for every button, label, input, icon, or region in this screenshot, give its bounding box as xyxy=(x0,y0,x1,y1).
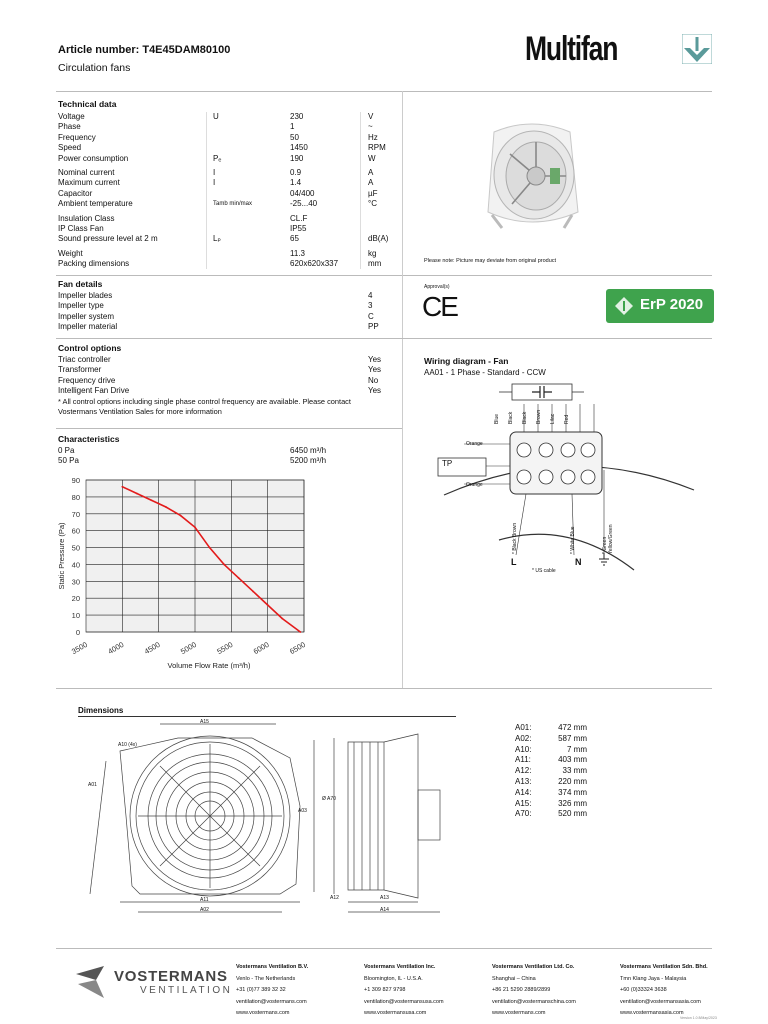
footer-office xyxy=(364,962,444,1020)
tech-unit: A xyxy=(368,168,374,177)
wire-orange-bottom: Orange xyxy=(466,482,483,488)
erp-label: ErP 2020 xyxy=(640,296,704,313)
office-website[interactable]: www.vostermans.com xyxy=(492,1010,546,1016)
fan-detail-row-value: 3 xyxy=(368,301,373,311)
tech-unit: °C xyxy=(368,199,377,209)
series-point xyxy=(136,493,138,495)
tech-unit: W xyxy=(368,153,376,163)
wire-label-top: Black xyxy=(508,411,514,424)
dimensions-title: Dimensions xyxy=(78,706,124,715)
characteristic-row-label: 50 Pa xyxy=(58,456,79,466)
divider xyxy=(403,275,712,276)
tech-symbol: Lₚ xyxy=(213,234,221,244)
dimension-key: A11: xyxy=(515,755,531,765)
dim-label-a70: Ø A70 xyxy=(322,796,336,802)
column-divider xyxy=(402,91,403,688)
column-divider xyxy=(206,112,207,269)
office-line: Venlo - The Netherlands xyxy=(236,975,296,982)
dimension-value: 326 mm xyxy=(558,798,587,808)
characteristic-row-label: 0 Pa xyxy=(58,446,75,455)
tech-row xyxy=(58,168,398,178)
wire-label-top: Lilac xyxy=(550,413,556,424)
product-category: Circulation fans xyxy=(58,62,131,74)
wire-label-bottom: * White Blue xyxy=(570,526,576,554)
tech-label: Maximum current xyxy=(58,178,120,188)
dimension-row xyxy=(515,766,615,777)
office-line: Bloomington, IL - U.S.A. xyxy=(364,975,423,982)
dimension-row xyxy=(515,723,615,734)
tech-unit: Hz xyxy=(368,132,378,142)
dimension-value: 520 mm xyxy=(558,809,587,819)
characteristic-row xyxy=(58,446,398,456)
dimension-value: 587 mm xyxy=(558,733,587,743)
dimension-row xyxy=(515,745,615,756)
tech-label: Phase xyxy=(58,122,81,132)
tech-unit: mm xyxy=(368,259,382,269)
dimension-key: A14: xyxy=(515,787,532,797)
tech-label: Capacitor xyxy=(58,188,93,198)
fan-details-title: Fan details xyxy=(58,279,103,289)
tech-unit: kg xyxy=(368,248,377,258)
tech-label: Insulation Class xyxy=(58,213,115,223)
tech-label: Power consumption xyxy=(58,153,129,163)
wiring-subtitle: AA01 - 1 Phase - Standard - CCW xyxy=(424,368,546,377)
footer-divider xyxy=(56,948,712,949)
office-email[interactable]: ventilation@vostermansasia.com xyxy=(620,998,701,1005)
y-tick-label: 70 xyxy=(71,509,80,519)
office-name: Vostermans Ventilation B.V. xyxy=(236,964,309,970)
dimension-list xyxy=(515,723,625,823)
control-option-row xyxy=(58,376,398,386)
divider xyxy=(56,91,712,92)
tech-value: 04/400 xyxy=(290,188,315,198)
erp-badge xyxy=(606,289,714,323)
series-point xyxy=(267,604,269,606)
tech-unit: dB(A) xyxy=(368,234,389,244)
control-note-1: * All control options including single phase control frequency are available. Please contact xyxy=(58,397,351,406)
dimension-value: 472 mm xyxy=(558,723,587,732)
wire-label-top: Red xyxy=(564,414,570,424)
tech-row xyxy=(58,249,398,259)
office-line: +1 309 827 9798 xyxy=(364,987,406,993)
characteristics-title: Characteristics xyxy=(58,434,120,444)
tech-value: 1.4 xyxy=(290,178,302,188)
ce-mark: CE xyxy=(422,291,457,322)
tech-value: 230 xyxy=(290,112,304,121)
fan-detail-row-value: PP xyxy=(368,322,379,332)
dim-label-a03: A03 xyxy=(298,808,307,814)
fan-detail-row-value: C xyxy=(368,311,374,321)
dim-label-a15: A15 xyxy=(200,719,209,725)
x-tick-label: 5000 xyxy=(179,639,198,657)
dimension-row xyxy=(515,777,615,788)
divider xyxy=(56,275,402,276)
tech-value: 190 xyxy=(290,153,304,163)
footer-office xyxy=(236,962,308,1020)
y-tick-label: 60 xyxy=(71,526,80,536)
series-point xyxy=(252,591,254,593)
x-tick-label: 6000 xyxy=(251,639,271,657)
control-options-title: Control options xyxy=(58,343,122,353)
office-website[interactable]: www.vostermans.com xyxy=(236,1010,290,1016)
tech-row xyxy=(58,178,398,188)
fan-detail-row-label: Impeller type xyxy=(58,301,104,311)
divider xyxy=(56,428,402,429)
dimension-row xyxy=(515,799,615,810)
dimension-value: 220 mm xyxy=(558,777,587,786)
fan-detail-row xyxy=(58,322,398,332)
dimension-value: 374 mm xyxy=(558,787,587,797)
tech-value: 65 xyxy=(290,234,299,244)
thermal-protector-label: TP xyxy=(442,459,453,468)
y-tick-label: 40 xyxy=(71,560,80,570)
dim-label-a01: A01 xyxy=(88,782,97,788)
tech-row xyxy=(58,133,398,143)
office-email[interactable]: ventilation@vostermanschina.com xyxy=(492,998,576,1005)
erp-leaf-icon xyxy=(612,294,636,318)
control-options-table xyxy=(58,355,398,400)
tech-symbol: Pₑ xyxy=(213,153,222,163)
y-tick-label: 90 xyxy=(71,476,80,485)
terminal-l: L xyxy=(511,557,517,567)
ground-icon xyxy=(598,553,610,567)
tech-label: Frequency xyxy=(58,132,96,142)
y-tick-label: 20 xyxy=(71,594,80,604)
office-name: Vostermans Ventilation Ltd. Co. xyxy=(492,964,575,970)
office-website[interactable]: www.vostermansusa.com xyxy=(364,1010,427,1016)
tech-label: Sound pressure level at 2 m xyxy=(58,234,158,244)
fan-detail-row-label: Impeller blades xyxy=(58,291,113,300)
characteristic-row xyxy=(58,456,398,466)
control-option-row-value: No xyxy=(368,375,379,385)
fan-detail-row xyxy=(58,312,398,322)
us-cable-note: * US cable xyxy=(532,568,556,574)
footer-office xyxy=(620,962,708,1020)
tech-row xyxy=(58,259,398,269)
tech-value: CL.F xyxy=(290,213,308,223)
vostermans-logo-icon xyxy=(74,964,108,1000)
fan-detail-row-value: 4 xyxy=(368,291,373,300)
picture-note: Please note: Picture may deviate from original product xyxy=(424,258,557,264)
footer-brand: VOSTERMANS xyxy=(114,968,228,985)
dimension-key: A01: xyxy=(515,723,532,732)
office-line: Shanghai – China xyxy=(492,975,536,982)
tech-value: 50 xyxy=(290,132,299,142)
dimension-key: A10: xyxy=(515,744,532,754)
wire-label-top: Black xyxy=(522,411,528,424)
tech-value: 0.9 xyxy=(290,168,302,177)
dimension-value: 403 mm xyxy=(558,755,587,765)
tech-label: Nominal current xyxy=(58,168,115,177)
control-option-row-value: Yes xyxy=(368,386,382,396)
article-number: Article number: T4E45DAM80100 xyxy=(58,44,231,56)
office-name: Vostermans Ventilation Inc. xyxy=(364,964,436,970)
dim-label-a02: A02 xyxy=(200,907,209,913)
tech-symbol: U xyxy=(213,112,219,121)
control-option-row-value: Yes xyxy=(368,365,382,375)
footer-office xyxy=(492,962,576,1020)
office-name: Vostermans Ventilation Sdn. Bhd. xyxy=(620,964,708,970)
x-tick-label: 6500 xyxy=(288,639,307,657)
dim-label-a14: A14 xyxy=(380,907,389,913)
y-axis-label: Static Pressure (Pa) xyxy=(57,522,66,590)
approvals-label: Approval(s) xyxy=(424,284,450,290)
tech-symbol: Tamb min/max xyxy=(213,201,253,208)
y-tick-label: 0 xyxy=(75,628,80,637)
dimension-value: 7 mm xyxy=(567,744,587,754)
characteristics-table xyxy=(58,446,398,468)
divider xyxy=(56,338,712,339)
tech-unit: µF xyxy=(368,188,378,198)
brand-logo-text: Multifan xyxy=(525,30,618,68)
dim-label-a13: A13 xyxy=(380,895,389,901)
series-point xyxy=(165,506,167,508)
dimension-key: A13: xyxy=(515,777,532,786)
tech-value: IP55 xyxy=(290,224,307,233)
tech-unit: ~ xyxy=(368,122,373,132)
x-tick-label: 4000 xyxy=(106,639,126,657)
tech-row xyxy=(58,143,398,153)
office-line: +31 (0)77 389 32 32 xyxy=(236,987,286,993)
tech-unit: RPM xyxy=(368,143,386,153)
series-point xyxy=(194,526,196,528)
footer-brand-sub: VENTILATION xyxy=(140,985,233,996)
dimension-key: A15: xyxy=(515,798,532,808)
x-axis-label: Volume Flow Rate (m³/h) xyxy=(167,661,251,670)
control-option-row xyxy=(58,355,398,365)
tech-value: 1 xyxy=(290,122,295,132)
divider xyxy=(56,688,712,689)
office-email[interactable]: ventilation@vostermans.com xyxy=(236,998,307,1005)
dim-label-a11: A11 xyxy=(200,897,209,903)
control-option-row-label: Intelligent Fan Drive xyxy=(58,386,130,396)
series-point xyxy=(281,618,283,620)
fan-detail-row xyxy=(58,291,398,301)
tech-row xyxy=(58,234,398,244)
wire-colors-top xyxy=(490,380,610,430)
office-website[interactable]: www.vostermansasia.com xyxy=(620,1010,684,1016)
tech-row xyxy=(58,122,398,132)
y-tick-label: 10 xyxy=(71,611,80,621)
tech-value: 1450 xyxy=(290,143,308,153)
y-tick-label: 80 xyxy=(71,492,80,502)
series-point xyxy=(238,577,240,579)
control-option-row-value: Yes xyxy=(368,355,382,364)
tech-unit: A xyxy=(368,178,374,188)
tech-label: Speed xyxy=(58,143,82,153)
tech-row xyxy=(58,199,398,209)
y-tick-label: 30 xyxy=(71,577,80,587)
version-note: Version 1.0 8/May/2023 xyxy=(680,1016,717,1020)
dimension-value: 33 mm xyxy=(562,766,587,776)
fan-detail-row-label: Impeller material xyxy=(58,322,118,332)
dimension-key: A70: xyxy=(515,809,532,819)
dimension-row xyxy=(515,755,615,766)
tech-symbol: I xyxy=(213,178,216,188)
series-point xyxy=(209,547,211,549)
characteristic-row-value: 5200 m³/h xyxy=(290,456,327,466)
office-email[interactable]: ventilation@vostermansusa.com xyxy=(364,998,444,1005)
tech-symbol: I xyxy=(213,168,216,177)
office-line: Tmn Klang Jaya - Malaysia xyxy=(620,975,687,982)
control-option-row-label: Transformer xyxy=(58,365,102,375)
tech-label: Voltage xyxy=(58,112,85,121)
dimension-row xyxy=(515,734,615,745)
dim-label-a10: A10 (4x) xyxy=(118,742,137,748)
column-divider xyxy=(360,112,361,269)
wire-label-bottom: * Green Yellow/Green xyxy=(602,524,614,554)
tech-row xyxy=(58,224,398,234)
wire-label-top: Brown xyxy=(536,409,542,424)
office-line: +86 21 5290 2889/2899 xyxy=(492,987,551,993)
x-tick-label: 3500 xyxy=(70,639,89,657)
control-option-row xyxy=(58,365,398,375)
multifan-logo-icon xyxy=(682,34,712,64)
tech-value: 620x620x337 xyxy=(290,259,339,269)
fan-details-table xyxy=(58,291,398,336)
technical-data-table xyxy=(58,112,398,272)
tech-label: Weight xyxy=(58,248,83,258)
x-tick-label: 5500 xyxy=(215,639,235,657)
terminal-n: N xyxy=(575,557,582,567)
series-point xyxy=(121,486,123,488)
tech-row xyxy=(58,154,398,164)
performance-chart xyxy=(54,470,314,670)
dim-label-a12: A12 xyxy=(330,895,339,901)
control-option-row-label: Frequency drive xyxy=(58,375,116,385)
office-line: +60 (0)33324 3638 xyxy=(620,987,667,993)
footer-contacts xyxy=(236,962,716,1017)
dimension-key: A12: xyxy=(515,766,532,776)
tech-row xyxy=(58,112,398,122)
x-tick-label: 4500 xyxy=(142,639,162,657)
tech-label: Packing dimensions xyxy=(58,259,130,269)
product-picture xyxy=(482,120,582,230)
y-tick-label: 50 xyxy=(71,543,80,553)
series-point xyxy=(299,631,301,633)
technical-data-title: Technical data xyxy=(58,99,117,109)
wire-orange-top: Orange xyxy=(466,441,483,447)
characteristic-row-value: 6450 m³/h xyxy=(290,446,327,455)
dimension-row xyxy=(515,788,615,799)
wire-label-bottom: * Black Brown xyxy=(512,522,518,554)
tech-row xyxy=(58,214,398,224)
tech-unit: V xyxy=(368,112,374,121)
control-note-2: Vostermans Ventilation Sales for more information xyxy=(58,407,222,416)
wire-label-top: Blue xyxy=(494,413,500,424)
dimension-key: A02: xyxy=(515,733,532,743)
fan-detail-row xyxy=(58,301,398,311)
fan-detail-row-label: Impeller system xyxy=(58,311,115,321)
wiring-title: Wiring diagram - Fan xyxy=(424,356,509,366)
dimension-row xyxy=(515,809,615,820)
tech-label: Ambient temperature xyxy=(58,199,133,209)
control-option-row xyxy=(58,386,398,396)
tech-label: IP Class Fan xyxy=(58,224,104,233)
tech-row xyxy=(58,189,398,199)
series-point xyxy=(151,499,153,501)
tech-value: 11.3 xyxy=(290,248,305,258)
series-point xyxy=(180,515,182,517)
control-option-row-label: Triac controller xyxy=(58,355,111,364)
series-point xyxy=(223,564,225,566)
tech-value: -25...40 xyxy=(290,199,318,209)
